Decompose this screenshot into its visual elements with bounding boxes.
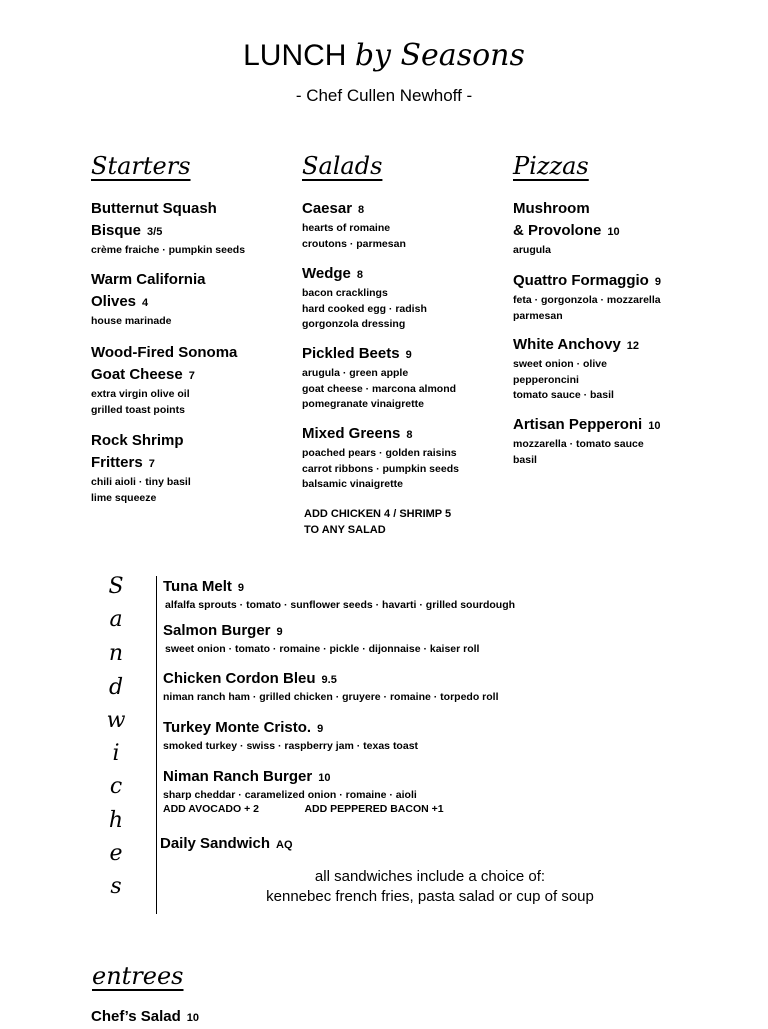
menu-item — [160, 834, 293, 855]
item-name: Pickled Beets — [302, 345, 400, 362]
heading-letter: w — [106, 708, 126, 733]
item-name: Chef’s Salad — [91, 1008, 181, 1025]
item-desc: sharp cheddar · caramelized onion · romaine · aioli — [163, 789, 417, 801]
item-name: White Anchovy — [513, 336, 621, 353]
item-name-line2: Fritters — [91, 454, 143, 471]
menu-item — [302, 263, 522, 333]
item-price: 10 — [318, 772, 331, 784]
item-desc: niman ranch ham · grilled chicken · gruyere · romaine · torpedo roll — [163, 691, 499, 703]
heading-letter: a — [109, 607, 123, 632]
pizzas-heading: Pizzas — [513, 152, 589, 180]
item-name-line2: Goat Cheese — [91, 366, 183, 383]
item-desc: sweet onion · olive — [513, 358, 607, 370]
item-name-line1: Mushroom — [513, 200, 590, 217]
item-desc: arugula — [513, 244, 551, 256]
item-desc: chili aioli · tiny basil — [91, 476, 191, 488]
item-price: 7 — [148, 458, 155, 470]
entrees-section — [92, 962, 184, 990]
menu-item — [163, 718, 418, 753]
item-name: Mixed Greens — [302, 425, 401, 442]
sandwiches-divider-line — [156, 576, 157, 914]
item-price: 9 — [317, 723, 324, 735]
item-name: Wedge — [302, 265, 351, 282]
menu-item — [163, 621, 479, 656]
menu-item — [302, 423, 522, 493]
item-name: Quattro Formaggio — [513, 272, 649, 289]
salad-addon-note — [304, 506, 524, 538]
item-desc: grilled toast points — [91, 403, 185, 416]
item-desc: mozzarella · tomato sauce — [513, 438, 644, 450]
item-desc: feta · gorgonzola · mozzarella — [513, 294, 661, 306]
heading-letter: e — [109, 841, 123, 866]
menu-item — [513, 198, 733, 259]
item-price: 9.5 — [321, 674, 337, 686]
item-desc: smoked turkey · swiss · raspberry jam · texas toast — [163, 740, 419, 752]
heading-letter: S — [108, 574, 124, 599]
menu-item — [163, 767, 444, 816]
item-price: 3/5 — [147, 226, 163, 238]
item-price: 8 — [356, 269, 364, 281]
addon-line: TO ANY SALAD — [304, 524, 386, 536]
item-desc: hard cooked egg · radish — [302, 302, 427, 315]
item-price: 9 — [654, 276, 661, 288]
item-name-line2: Olives — [91, 293, 137, 310]
item-desc: pomegranate vinaigrette — [302, 398, 424, 410]
item-desc: gorgonzola dressing — [302, 318, 406, 330]
item-name: Turkey Monte Cristo. — [163, 719, 312, 736]
starters-section — [91, 152, 291, 504]
item-name-line1: Rock Shrimp — [91, 432, 184, 449]
note-line: all sandwiches include a choice of: — [314, 868, 546, 885]
item-name: Niman Ranch Burger — [163, 768, 313, 785]
item-name-line1: Butternut Squash — [91, 200, 217, 217]
item-price: 10 — [607, 226, 620, 238]
item-price: 12 — [626, 340, 640, 352]
item-desc: sweet onion · tomato · romaine · pickle · dijonnaise · kaiser roll — [165, 643, 480, 655]
heading-letter: c — [109, 774, 123, 799]
heading-letter: i — [112, 741, 120, 766]
starters-heading: Starters — [91, 152, 191, 180]
item-name: Caesar — [302, 200, 353, 217]
item-price: 4 — [142, 297, 149, 309]
menu-item — [513, 334, 733, 404]
item-desc: basil — [513, 453, 537, 466]
item-price: 9 — [276, 626, 283, 638]
item-desc: arugula · green apple — [302, 367, 409, 379]
item-price: 10 — [648, 420, 661, 432]
item-price: 8 — [358, 204, 365, 216]
menu-item — [302, 343, 522, 413]
heading-letter: n — [108, 641, 124, 666]
item-desc: hearts of romaine — [302, 222, 391, 234]
pizzas-section — [513, 152, 713, 466]
sandwich-sides-note — [230, 867, 630, 907]
salads-heading: Salads — [302, 152, 383, 180]
item-desc: balsamic vinaigrette — [302, 478, 403, 490]
heading-letter: h — [108, 808, 124, 833]
item-name-line2: & Provolone — [513, 222, 602, 239]
item-desc: extra virgin olive oil — [91, 388, 190, 400]
title-script: by Seasons — [354, 38, 525, 73]
addon-line: ADD CHICKEN 4 / SHRIMP 5 — [304, 508, 452, 520]
item-desc: bacon cracklings — [302, 287, 388, 299]
item-desc: carrot ribbons · pumpkin seeds — [302, 462, 459, 475]
item-name-line2: Bisque — [91, 222, 142, 239]
item-desc: alfalfa sprouts · tomato · sunflower seeds · havarti · grilled sourdough — [165, 599, 516, 611]
menu-item — [513, 270, 733, 324]
item-name-line1: Warm California — [91, 271, 206, 288]
item-price: 9 — [405, 349, 412, 361]
menu-title — [0, 38, 768, 73]
salads-section — [302, 152, 502, 536]
item-desc: crème fraiche · pumpkin seeds — [91, 244, 246, 256]
item-desc: tomato sauce · basil — [513, 389, 614, 401]
menu-item — [163, 669, 498, 704]
item-name: Tuna Melt — [163, 578, 232, 595]
note-line: kennebec french fries, pasta salad or cup of soup — [266, 888, 594, 905]
item-desc: croutons · parmesan — [302, 237, 406, 250]
item-price: 10 — [186, 1012, 199, 1024]
menu-item — [91, 198, 311, 259]
item-desc: parmesan — [513, 309, 563, 322]
item-name: Daily Sandwich — [160, 835, 271, 852]
menu-item — [91, 342, 311, 418]
menu-item — [163, 577, 515, 612]
menu-item — [91, 269, 311, 330]
item-desc: goat cheese · marcona almond — [302, 382, 457, 395]
item-price: AQ — [276, 839, 293, 851]
item-price: 8 — [406, 429, 413, 441]
item-desc: lime squeeze — [91, 491, 157, 504]
item-name: Chicken Cordon Bleu — [163, 670, 316, 687]
item-desc: pepperoncini — [513, 373, 579, 386]
menu-item — [91, 1006, 199, 1029]
item-desc: poached pears · golden raisins — [302, 447, 457, 459]
menu-item — [513, 414, 733, 468]
title-main: LUNCH — [243, 39, 347, 72]
heading-letter: s — [110, 874, 122, 899]
burger-addon: ADD PEPPERED BACON +1 — [304, 803, 444, 815]
item-name: Artisan Pepperoni — [513, 416, 643, 433]
heading-letter: d — [108, 675, 124, 700]
menu-item — [91, 430, 311, 506]
item-price: 7 — [188, 370, 195, 382]
item-name: Salmon Burger — [163, 622, 271, 639]
burger-addon: ADD AVOCADO + 2 — [163, 803, 259, 815]
entrees-heading: entrees — [92, 962, 184, 990]
menu-item — [302, 198, 522, 252]
chef-subtitle: - Chef Cullen Newhoff - — [295, 86, 473, 105]
item-desc: house marinade — [91, 315, 172, 327]
item-name-line1: Wood-Fired Sonoma — [91, 344, 238, 361]
item-price: 9 — [237, 582, 245, 594]
